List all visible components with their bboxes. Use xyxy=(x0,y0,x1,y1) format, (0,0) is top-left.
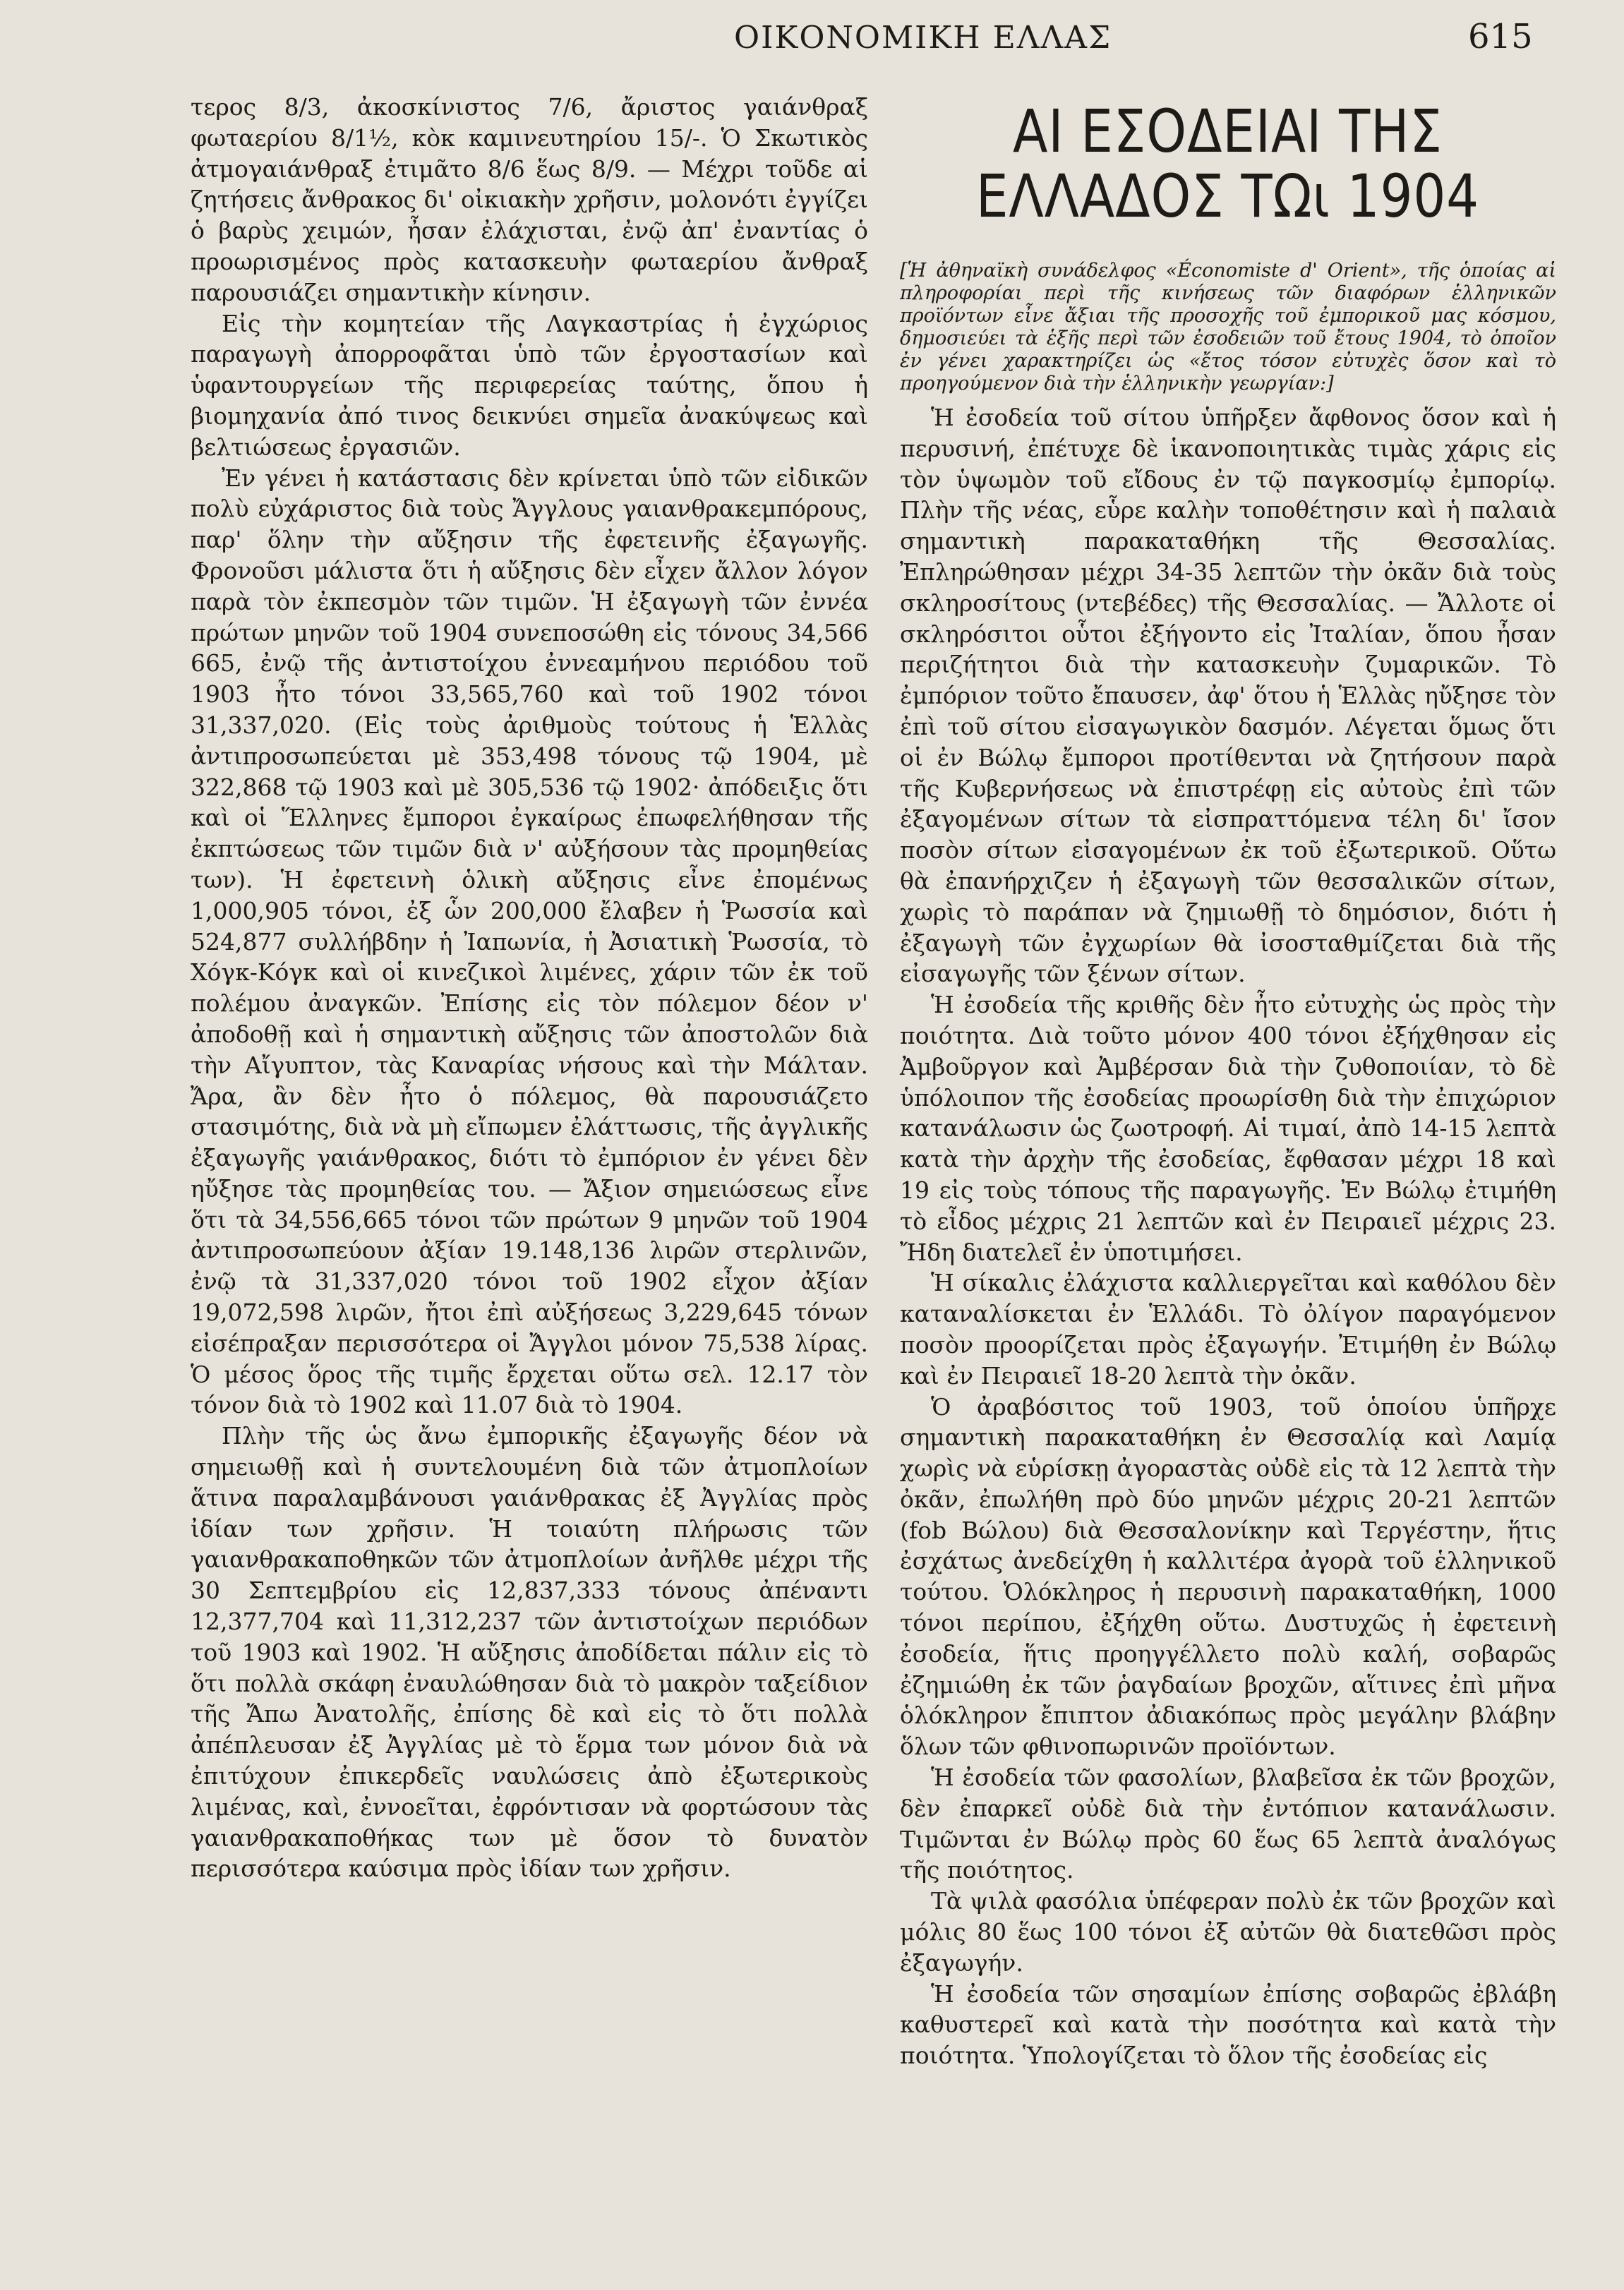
paragraph-coal-exports: Ἐν γένει ἡ κατάστασις δὲν κρίνεται ὑπὸ τῶν εἰδικῶν πολὺ εὐχάριστος διὰ τοὺς Ἄγγλους γαιανθρακεμπόρους, παρ' ὅλην τὴν αὔξησιν τῆς ἐφετεινῆς ἐξαγωγῆς. Φρονοῦσι μάλιστα ὅτι ἡ αὔξησις δὲν εἶχεν ἄλλον λόγον παρὰ τὸν ἐκπεσμὸν τῶν τιμῶν. Ἡ ἐξαγωγὴ τῶν ἐννέα πρώτων μηνῶν τοῦ 1904 συνεποσώθη εἰς τόνους 34,566 665, ἐνῷ τῆς ἀντιστοίχου ἐννεαμήνου περιόδου τοῦ 1903 ἦτο τόνοι 33,565,760 καὶ τοῦ 1902 τόνοι 31,337,020. (Εἰς τοὺς ἀριθμοὺς τούτους ἡ Ἑλλὰς ἀντιπροσωπεύεται μὲ 353,498 τόνους τῷ 1904, μὲ 322,868 τῷ 1903 καὶ μὲ 305,536 τῷ 1902· ἀπόδειξις ὅτι καὶ οἱ Ἕλληνες ἔμποροι ἐγκαίρως ἐπωφελήθησαν τῆς ἐκπτώσεως τῶν τιμῶν διὰ ν' αὐξήσουν τὰς προμηθείας των). Ἡ ἐφετεινὴ ὁλικὴ αὔξησις εἶνε ἐπομένως 1,000,905 τόνοι, ἐξ ὧν 200,000 ἔλαβεν ἡ Ῥωσσία καὶ 524,877 συλλήβδην ἡ Ἰαπωνία, ἡ Ἀσιατικὴ Ῥωσσία, τὸ Χόγκ-Κόγκ καὶ οἱ κινεζικοὶ λιμένες, χάριν τῶν ἐκ τοῦ πολέμου ἀναγκῶν. Ἐπίσης εἰς τὸν πόλεμον δέον ν' ἀποδοθῇ καὶ ἡ σημαντικὴ αὔξησις τῶν ἀποστολῶν διὰ τὴν Αἴγυπτον, τὰς Καναρίας νήσους καὶ τὴν Μάλταν. Ἄρα, ἂν δὲν ἦτο ὁ πόλεμος, θὰ παρουσιάζετο στασιμότης, διὰ νὰ μὴ εἴπωμεν ἐλάττωσις, τῆς ἀγγλικῆς ἐξαγωγῆς γαιάνθρακος, διότι τὸ ἐμπόριον ἐν γένει δὲν ηὔξησε τὰς προμηθείας του. — Ἄξιον σημειώσεως εἶνε ὅτι τὰ 34,556,665 τόνοι τῶν πρώτων 9 μηνῶν τοῦ 1904 ἀντιπροσωπεύουν ἀξίαν 19.148,136 λιρῶν στερλινῶν, ἐνῷ τὰ 31,337,020 τόνοι τοῦ 1902 εἶχον ἀξίαν 19,072,598 λιρῶν, ἤτοι ἐπὶ αὐξήσεως 3,229,645 τόνων εἰσέπραξαν περισσότερα οἱ Ἄγγλοι μόνον 75,538 λίρας. Ὁ μέσος ὅρος τῆς τιμῆς ἔρχεται οὕτω σελ. 12.17 τὸν τόνον διὰ τὸ 1902 καὶ 11.07 διὰ τὸ 1904. xyxy=(191,464,868,1419)
paragraph-beans: Ἡ ἐσοδεία τῶν φασολίων, βλαβεῖσα ἐκ τῶν βροχῶν, δὲν ἐπαρκεῖ οὐδὲ διὰ τὴν ἐντόπιον κατανάλωσιν. Τιμῶνται ἐν Βώλῳ πρὸς 60 ἕως 65 λεπτὰ ἀναλόγως τῆς ποιότητος. xyxy=(900,1764,1556,1884)
right-column xyxy=(900,92,1556,2071)
paragraph-coal-prices: τερος 8/3, ἀκοσκίνιστος 7/6, ἄριστος γαιάνθραξ φωταερίου 8/1½, κὸκ καμινευτηρίου 15/-. Ὁ Σκωτικὸς ἀτμογαιάνθραξ ἐτιμᾶτο 8/6 ἕως 8/9. — Μέχρι τοῦδε αἱ ζητήσεις ἄνθρακος δι' οἰκιακὴν χρῆσιν, μολονότι ἐγγίζει ὁ βαρὺς χειμών, ἦσαν ἐλάχισται, ἐνῷ ἀπ' ἐναντίας ὁ προωρισμένος πρὸς κατασκευὴν φωταερίου ἄνθραξ παρουσιάζει σημαντικὴν κίνησιν. xyxy=(191,93,868,306)
left-column xyxy=(191,92,868,1884)
page-number: 615 xyxy=(1468,17,1533,56)
paragraph-rye: Ἡ σίκαλις ἐλάχιστα καλλιεργεῖται καὶ καθόλου δὲν καταναλίσκεται ἐν Ἑλλάδι. Τὸ ὀλίγον παραγόμενον ποσὸν προορίζεται πρὸς ἐξαγωγήν. Ἐτιμήθη ἐν Βώλῳ καὶ ἐν Πειραιεῖ 18-20 λεπτὰ τὴν ὀκᾶν. xyxy=(900,1269,1556,1390)
paragraph-barley: Ἡ ἐσοδεία τῆς κριθῆς δὲν ἦτο εὐτυχὴς ὡς πρὸς τὴν ποιότητα. Διὰ τοῦτο μόνον 400 τόνοι ἐξήχθησαν εἰς Ἀμβοῦργον καὶ Ἀμβέρσαν διὰ τὴν ζυθοποιίαν, τὸ δὲ ὑπόλοιπον τῆς ἐσοδείας προωρίσθη διὰ τὴν ἐπιχώριον κατανάλωσιν ὡς ζωοτροφή. Αἱ τιμαί, ἀπὸ 14-15 λεπτὰ κατὰ τὴν ἀρχὴν τῆς ἐσοδείας, ἔφθασαν μέχρι 18 καὶ 19 εἰς τοὺς τόπους τῆς παραγωγῆς. Ἐν Βώλῳ ἐτιμήθη τὸ εἶδος μέχρις 21 λεπτῶν καὶ ἐν Πειραιεῖ μέχρις 23. Ἤδη διατελεῖ ἐν ὑποτιμήσει. xyxy=(900,991,1556,1266)
paragraph-sesame: Ἡ ἐσοδεία τῶν σησαμίων ἐπίσης σοβαρῶς ἐβλάβη καθυστερεῖ καὶ κατὰ τὴν ποσότητα καὶ κατὰ τὴν ποιότητα. Ὑπολογίζεται τὸ ὅλον τῆς ἐσοδείας εἰς xyxy=(900,1979,1556,2070)
paragraph-wheat: Ἡ ἐσοδεία τοῦ σίτου ὑπῆρξεν ἄφθονος ὅσον καὶ ἡ περυσινή, ἐπέτυχε δὲ ἱκανοποιητικὰς τιμὰς χάρις εἰς τὸν ὑψωμὸν τοῦ εἴδους ἐν τῷ παγκοσμίῳ ἐμπορίῳ. Πλὴν τῆς νέας, εὗρε καλὴν τοποθέτησιν καὶ ἡ παλαιὰ σημαντικὴ παρακαταθήκη τῆς Θεσσαλίας. Ἐπληρώθησαν μέχρι 34-35 λεπτῶν τὴν ὀκᾶν διὰ τοὺς σκληροσίτους (ντεβέδες) τῆς Θεσσαλίας. — Ἄλλοτε οἱ σκληρόσιτοι οὗτοι ἐξήγοντο εἰς Ἰταλίαν, ὅπου ἦσαν περιζήτητοι διὰ τὴν κατασκευὴν ζυμαρικῶν. Τὸ ἐμπόριον τοῦτο ἔπαυσεν, ἀφ' ὅτου ἡ Ἑλλὰς ηὔξησε τὸν ἐπὶ τοῦ σίτου εἰσαγωγικὸν δασμόν. Λέγεται ὅμως ὅτι οἱ ἐν Βώλῳ ἔμποροι προτίθενται νὰ ζητήσουν παρὰ τῆς Κυβερνήσεως νὰ ἐπιστρέφῃ εἰς αὐτοὺς ἐπὶ τῶν ἐξαγομένων σίτων τὰ εἰσπραττόμενα τέλη δι' ἴσον ποσὸν σίτων εἰσαγομένων ἐκ τοῦ ἐξωτερικοῦ. Οὕτω θὰ ἐπανήρχιζεν ἡ ἐξαγωγὴ τῶν θεσσαλικῶν σίτων, χωρὶς τὸ παράπαν νὰ ζημιωθῇ τὸ δημόσιον, διότι ἡ ἐξαγωγὴ τῶν ἐγχωρίων θὰ ἰσοσταθμίζεται διὰ τῆς εἰσαγωγῆς τῶν ξένων σίτων. xyxy=(900,404,1556,988)
paragraph-lancashire: Εἰς τὴν κομητείαν τῆς Λαγκαστρίας ἡ ἐγχώριος παραγωγὴ ἀπορροφᾶται ὑπὸ τῶν ἐργοστασίων καὶ ὑφαντουργείων τῆς περιφερείας ταύτης, ὅπου ἡ βιομηχανία ἀπό τινος δεικνύει σημεῖα ἀνακύψεως καὶ βελτιώσεως ἐργασιῶν. xyxy=(191,309,868,461)
paragraph-steamship-bunkers: Πλὴν τῆς ὡς ἄνω ἐμπορικῆς ἐξαγωγῆς δέον νὰ σημειωθῇ καὶ ἡ συντελουμένη διὰ τῶν ἀτμοπλοίων ἅτινα παραλαμβάνουσι γαιάνθρακας ἐξ Ἀγγλίας πρὸς ἰδίαν των χρῆσιν. Ἡ τοιαύτη πλήρωσις τῶν γαιανθρακαποθηκῶν τῶν ἀτμοπλοίων ἀνῆλθε μέχρι τῆς 30 Σεπτεμβρίου εἰς 12,837,333 τόνους ἀπέναντι 12,377,704 καὶ 11,312,237 τῶν ἀντιστοίχων περιόδων τοῦ 1903 καὶ 1902. Ἡ αὔξησις ἀποδίδεται πάλιν εἰς τὸ ὅτι πολλὰ σκάφη ἐναυλώθησαν διὰ τὸ μακρὸν ταξείδιον τῆς Ἄπω Ἀνατολῆς, ἐπίσης δὲ καὶ εἰς τὸ ὅτι πολλὰ ἀπέπλευσαν ἐξ Ἀγγλίας μὲ τὸ ἕρμα των μόνον διὰ νὰ ἐπιτύχουν ἐπικερδεῖς ναυλώσεις ἀπὸ ἐξωτερικοὺς λιμένας, καὶ, ἐννοεῖται, ἐφρόντισαν νὰ φορτώσουν τὰς γαιανθρακαποθήκας των μὲ ὅσον τὸ δυνατὸν περισσότερα καύσιμα πρὸς ἰδίαν των χρῆσιν. xyxy=(191,1422,868,1883)
article-title: ΑΙ ΕΣΟΔΕΙΑΙ ΤΗΣ ΕΛΛΑΔΟΣ ΤΩι 1904 xyxy=(975,97,1479,231)
editor-note: [Ἡ ἀθηναϊκὴ συνάδελφος «Économiste d' Orient», τῆς ὁποίας αἱ πληροφορίαι περὶ τῆς κινήσεως τῶν διαφόρων ἑλληνικῶν προϊόντων εἶνε ἄξιαι τῆς προσοχῆς τοῦ ἐμπορικοῦ μας κόσμου, δημοσιεύει τὰ ἑξῆς περὶ τῶν ἐσοδειῶν τοῦ ἔτους 1904, τὸ ὁποῖον ἐν γένει χαρακτηρίζει ὡς «ἔτος τόσον εὐτυχὲς ὅσον καὶ τὸ προηγούμενον διὰ τὴν ἑλληνικὴν γεωργίαν:] xyxy=(900,260,1556,394)
running-title: ΟΙΚΟΝΟΜΙΚΗ ΕΛΛΑΣ xyxy=(734,20,1112,56)
paragraph-maize: Ὁ ἀραβόσιτος τοῦ 1903, τοῦ ὁποίου ὑπῆρχε σημαντικὴ παρακαταθήκη ἐν Θεσσαλίᾳ καὶ Λαμίᾳ χωρὶς νὰ εὑρίσκῃ ἀγοραστὰς οὐδὲ εἰς τὰ 12 λεπτὰ τὴν ὀκᾶν, ἐπωλήθη πρὸ δύο μηνῶν μέχρις 20-21 λεπτῶν (fob Βώλου) διὰ Θεσσαλονίκην καὶ Τεργέστην, ἥτις ἐσχάτως ἀνεδείχθη ἡ καλλιτέρα ἀγορὰ τοῦ ἑλληνικοῦ τούτου. Ὁλόκληρος ἡ περυσινὴ παρακαταθήκη, 1000 τόνοι περίπου, ἐξήχθη οὕτω. Δυστυχῶς ἡ ἐφετεινὴ ἐσοδεία, ἥτις προηγγέλλετο πολὺ καλή, σοβαρῶς ἐζημιώθη ἐκ τῶν ῥαγδαίων βροχῶν, αἵτινες ἐπὶ μῆνα ὁλόκληρον ἔπιπτον ἀδιακόπως πρὸς μεγάλην βλάβην ὅλων τῶν φθινοπωρινῶν προϊόντων. xyxy=(900,1392,1556,1761)
paragraph-small-beans: Τὰ ψιλὰ φασόλια ὑπέφεραν πολὺ ἐκ τῶν βροχῶν καὶ μόλις 80 ἕως 100 τόνοι ἐξ αὐτῶν θὰ διατεθῶσι πρὸς ἐξαγωγήν. xyxy=(900,1887,1556,1977)
